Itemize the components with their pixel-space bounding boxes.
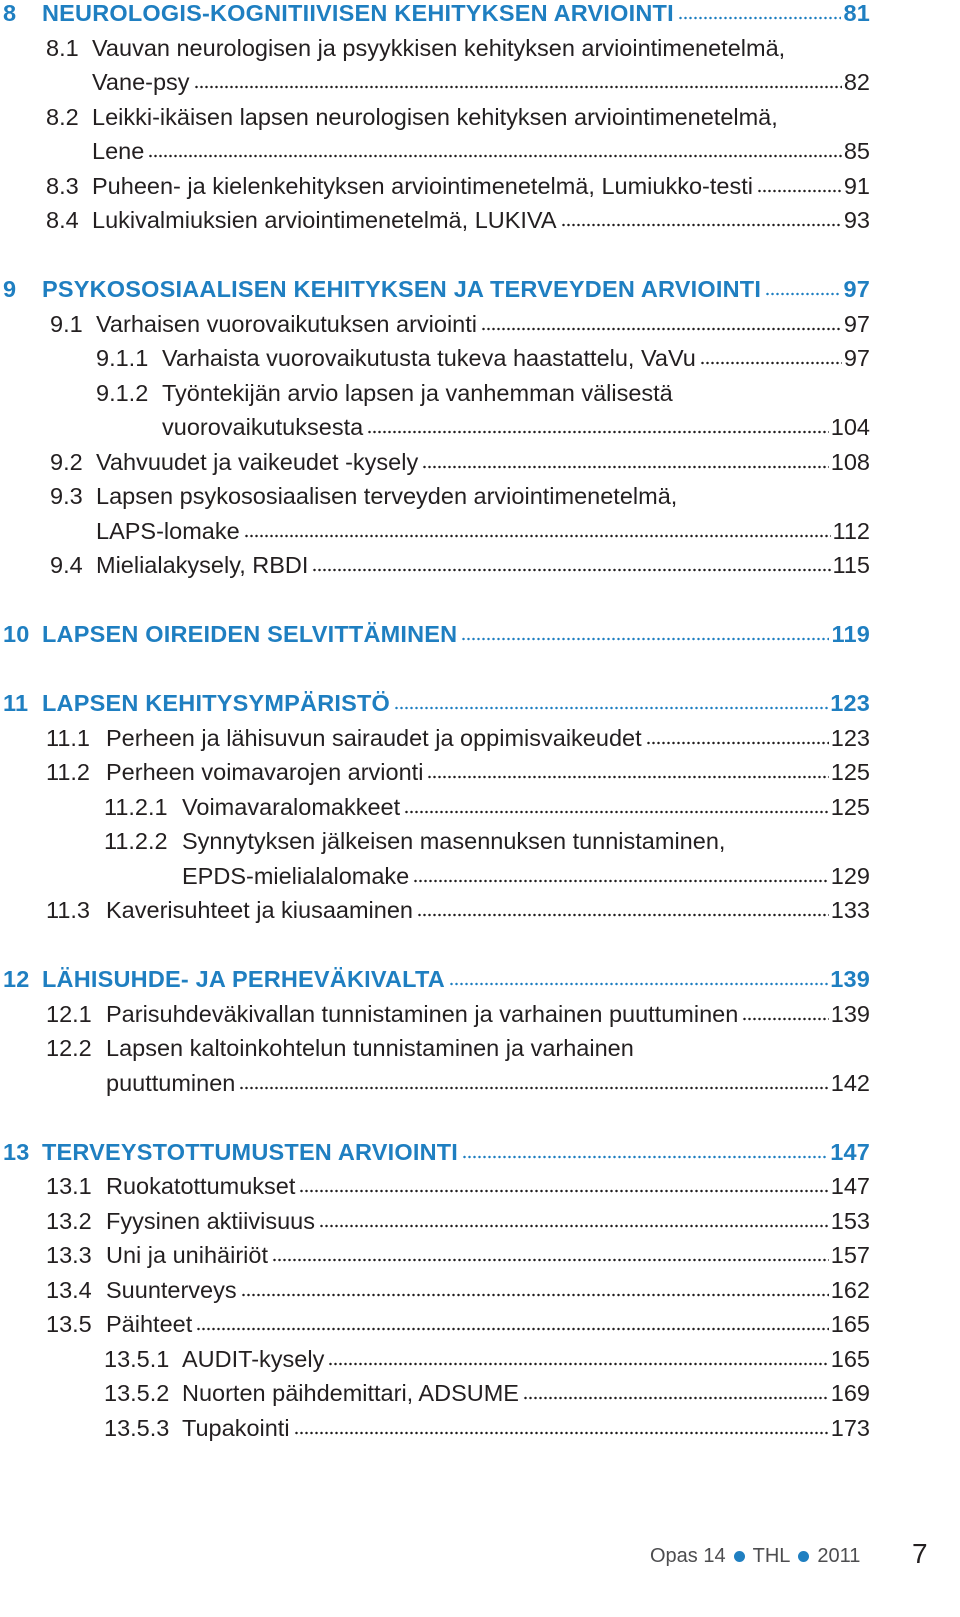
bullet-icon [798,1551,809,1562]
dot-leader [523,1396,829,1400]
dot-leader [196,1327,829,1331]
toc-title: Vauvan neurologisen ja psyykkisen kehityksen arviointimenetelmä, [92,34,786,61]
toc-page-number: 157 [830,1242,870,1268]
dot-leader [765,292,841,296]
toc-number: 11.2.2 [104,828,168,854]
toc-page-number: 85 [843,138,870,164]
toc-page-number: 104 [830,414,870,440]
toc-line [92,67,870,97]
toc-title: Puheen- ja kielenkehityksen arviointimenetelmä, Lumiukko-testi [92,172,753,199]
toc-title: Lapsen kaltoinkohtelun tunnistaminen ja varhainen [106,1035,634,1061]
dot-leader [319,1224,829,1228]
toc-number: 9.1 [50,310,83,337]
dot-leader [328,1362,828,1366]
toc-page-number: 133 [830,897,870,923]
dot-leader [462,1155,828,1159]
toc-title: Fyysinen aktiivisuus [106,1207,315,1234]
footer-year: 2011 [817,1545,861,1567]
dot-leader [461,637,829,641]
dot-leader [299,1189,828,1193]
toc-page-number: 129 [830,862,870,889]
toc-page-number: 119 [831,621,870,647]
toc-number: 13.2 [46,1207,92,1234]
toc-number: 13.1 [46,1173,92,1199]
dot-leader [244,534,831,538]
dot-leader [422,465,829,469]
dot-leader [404,810,829,814]
toc-title: Vane-psy [92,69,190,95]
toc-title: Parisuhdeväkivallan tunnistaminen ja varhainen puuttuminen [106,1000,739,1027]
toc-title: Mielialakysely, RBDI [96,552,309,578]
toc-page-number: 112 [832,517,870,544]
dot-leader [241,1293,829,1297]
footer-publisher: THL [752,1545,791,1567]
toc-title: Varhaista vuorovaikutusta tukeva haastattelu, VaVu [162,345,696,371]
dot-leader [148,154,842,158]
toc-page-number: 125 [830,793,870,820]
toc-number: 11.3 [46,897,90,923]
toc-line [46,171,870,201]
toc-number: 13.5.1 [104,1345,170,1372]
dot-leader [417,913,829,917]
dot-leader [561,223,842,227]
toc-number: 11.2.1 [104,793,168,820]
toc-title: Päihteet [106,1311,193,1337]
toc-page-number: 147 [830,1138,870,1165]
toc-page-number: 108 [830,448,870,475]
toc-number: 9.1.2 [96,379,149,406]
toc-line [3,688,870,718]
toc-line [96,516,870,546]
toc-line [46,895,870,925]
dot-leader [239,1086,828,1090]
toc-line [3,0,870,28]
toc-title: Perheen ja lähisuvun sairaudet ja oppimisvaikeudet [106,724,642,751]
toc-line [104,826,725,856]
toc-title: Lapsen psykososiaalisen terveyden arviointimenetelmä, [96,483,678,509]
toc-page-number: 153 [830,1207,870,1234]
toc-title: Uni ja unihäiriöt [106,1242,268,1268]
toc-title: Kaverisuhteet ja kiusaaminen [106,897,413,923]
toc-number: 8.1 [46,34,79,61]
toc-line [46,757,870,787]
toc-line [50,481,677,511]
dot-leader [413,879,829,883]
toc-line [104,1378,870,1408]
toc-number: 9.1.1 [96,345,149,371]
toc-line [162,412,870,442]
dot-leader [394,706,828,710]
dot-leader [367,430,829,434]
toc-number: 12.2 [46,1035,92,1061]
toc-page-number: 147 [830,1173,870,1199]
toc-number: 9.3 [50,483,83,509]
toc-number: 13.5 [46,1311,92,1337]
toc-title: Vahvuudet ja vaikeudet -kysely [96,448,419,475]
toc-page-number: 115 [832,552,870,578]
toc-number: 8.3 [46,172,79,199]
footer-series: Opas 14 [650,1545,726,1567]
toc-title: LAPSEN OIREIDEN SELVITTÄMINEN [42,621,458,647]
toc-line [46,205,870,235]
toc-line [3,619,870,649]
toc-number: 9.4 [50,552,83,578]
toc-line [50,447,870,477]
toc-line [46,1275,870,1305]
toc-page-number: 165 [830,1311,870,1337]
toc-page-number: 173 [830,1414,870,1441]
toc-page-number: 97 [843,310,870,337]
dot-leader [272,1258,829,1262]
dot-leader [700,361,842,365]
toc-number: 8.4 [46,207,79,233]
toc-number: 8.2 [46,103,79,130]
toc-page-number: 125 [830,759,870,785]
toc-number: 8 [3,0,17,26]
toc-title: AUDIT-kysely [182,1345,325,1372]
toc-line [46,999,870,1029]
toc-number: 10 [3,621,30,647]
toc-title: Synnytyksen jälkeisen masennuksen tunnistaminen, [182,828,726,854]
toc-title: Lukivalmiuksien arviointimenetelmä, LUKIVA [92,207,557,233]
toc-title: Ruokatottumukset [106,1173,296,1199]
toc-title: PSYKOSOSIAALISEN KEHITYKSEN JA TERVEYDEN ARVIOINTI [42,276,762,302]
toc-title: Lene [92,138,145,164]
toc-title: LAPS-lomake [96,517,240,544]
toc-page-number: 139 [830,966,870,992]
toc-number: 13.5.2 [104,1380,170,1406]
toc-line [92,136,870,166]
dot-leader [481,327,842,331]
toc-number: 9.2 [50,448,83,475]
toc-line [50,309,870,339]
toc-number: 11.1 [46,724,90,751]
page-number: 7 [912,1538,928,1569]
toc-line [106,1068,870,1098]
toc-number: 13 [3,1138,30,1165]
toc-number: 9 [3,276,17,302]
toc-line [50,550,870,580]
toc-line [46,33,785,63]
toc-number: 11 [3,690,29,716]
toc-number: 12 [3,966,30,992]
toc-line [46,1240,870,1270]
dot-leader [646,741,829,745]
toc-title: puuttuminen [106,1069,236,1096]
toc-title: LAPSEN KEHITYSYMPÄRISTÖ [42,690,391,716]
toc-line [104,1344,870,1374]
toc-line [3,1137,870,1167]
toc-title: NEUROLOGIS-KOGNITIIVISEN KEHITYKSEN ARVIOINTI [42,0,674,26]
toc-title: EPDS-mielialalomake [182,862,410,889]
toc-line [104,1413,870,1443]
toc-line [46,102,778,132]
toc-title: Leikki-ikäisen lapsen neurologisen kehityksen arviointimenetelmä, [92,103,778,130]
toc-title: Nuorten päihdemittari, ADSUME [182,1380,519,1406]
toc-line [96,343,870,373]
toc-page-number: 81 [843,0,870,26]
toc-number: 13.3 [46,1242,92,1268]
toc-title: Varhaisen vuorovaikutuksen arviointi [96,310,477,337]
toc-page-number: 165 [830,1345,870,1372]
toc-number: 13.5.3 [104,1414,170,1441]
toc-title: Työntekijän arvio lapsen ja vanhemman välisestä [162,379,673,406]
toc-page-number: 169 [830,1380,870,1406]
toc-title: Tupakointi [182,1414,290,1441]
dot-leader [427,775,828,779]
toc-line [182,861,870,891]
toc-number: 13.4 [46,1276,92,1303]
toc-page-number: 82 [843,69,870,95]
toc-line [46,723,870,753]
toc-page-number: 139 [830,1000,870,1027]
toc-title: Perheen voimavarojen arvionti [106,759,424,785]
toc-line [46,1171,870,1201]
toc-page-number: 162 [830,1276,870,1303]
toc-line [46,1309,870,1339]
toc-number: 12.1 [46,1000,92,1027]
toc-page-number: 123 [830,724,870,751]
toc-page-number: 93 [843,207,870,233]
toc-line [3,274,870,304]
toc-title: TERVEYSTOTTUMUSTEN ARVIOINTI [42,1138,459,1165]
dot-leader [312,568,830,572]
toc-title: Suunterveys [106,1276,237,1303]
toc-title: vuorovaikutuksesta [162,414,364,440]
toc-line [104,792,870,822]
toc-line [46,1206,870,1236]
dot-leader [294,1431,829,1435]
page-footer [650,1541,860,1571]
dot-leader [678,16,842,20]
dot-leader [449,982,828,986]
toc-page-number: 97 [843,345,870,371]
toc-line [3,964,870,994]
bullet-icon [734,1551,745,1562]
toc-page-number: 97 [843,276,870,302]
toc-number: 11.2 [46,759,90,785]
toc-line [96,378,673,408]
toc-page-number: 123 [830,690,870,716]
dot-leader [757,189,842,193]
toc-line [46,1033,634,1063]
toc-page-number: 142 [830,1069,870,1096]
toc-title: LÄHISUHDE- JA PERHEVÄKIVALTA [42,966,445,992]
dot-leader [742,1017,828,1021]
toc-page-number: 91 [843,172,870,199]
dot-leader [194,85,842,89]
toc-title: Voimavaralomakkeet [182,793,401,820]
